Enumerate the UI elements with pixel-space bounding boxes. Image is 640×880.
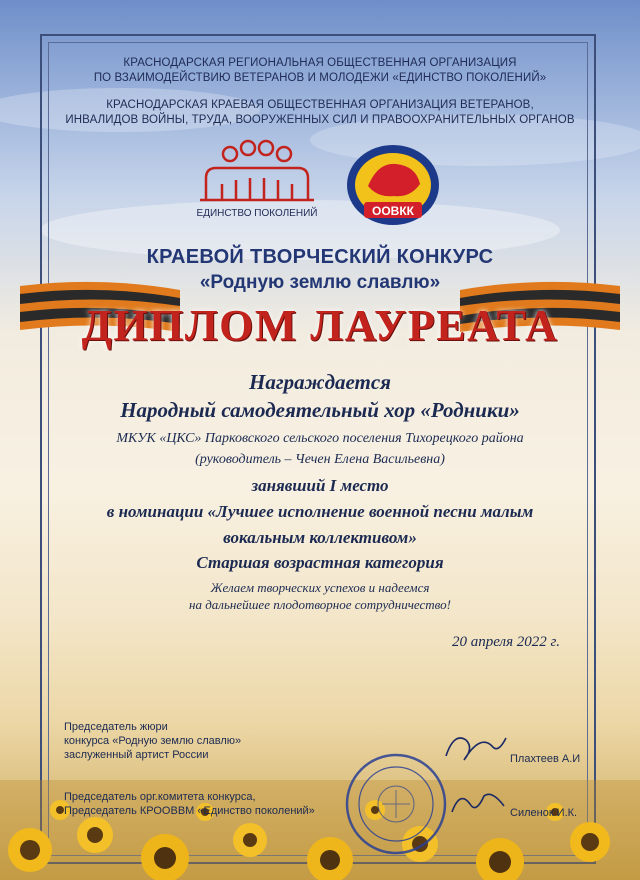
jury-name: Плахтеев А.И xyxy=(510,753,581,765)
recipient-name: Народный самодеятельный хор «Родники» xyxy=(120,398,520,422)
diploma-title: ДИПЛОМ ЛАУРЕАТА xyxy=(81,301,559,350)
people-group-icon xyxy=(192,138,322,208)
unity-logo-caption: ЕДИНСТВО ПОКОЛЕНИЙ xyxy=(196,208,318,219)
org-signature-block xyxy=(64,790,315,818)
handwritten-signature-2 xyxy=(448,786,508,820)
unity-generations-logo xyxy=(192,138,322,228)
leader-line: (руководитель – Чечен Елена Васильевна) xyxy=(195,452,445,467)
nomination-line-2: вокальным коллективом» xyxy=(223,528,417,547)
org-header-1 xyxy=(0,56,640,86)
round-stamp xyxy=(344,752,448,856)
jury-title-2: конкурса «Родную землю славлю» xyxy=(64,735,242,747)
org-chair-title-1: Председатель орг.комитета конкурса, xyxy=(64,791,256,803)
jury-signature-block xyxy=(64,720,241,762)
contest-title: КРАЕВОЙ ТВОРЧЕСКИЙ КОНКУРС xyxy=(146,246,494,268)
place-line: занявший I место xyxy=(251,476,389,495)
handwritten-signature-1 xyxy=(440,726,510,770)
awarded-label: Награждается xyxy=(248,370,392,394)
category-line: Старшая возрастная категория xyxy=(196,553,444,572)
wish-line-1: Желаем творческих успехов и надеемся xyxy=(210,580,430,595)
jury-title-1: Председатель жюри xyxy=(64,721,168,733)
org-line-4: ИНВАЛИДОВ ВОЙНЫ, ТРУДА, ВООРУЖЕННЫХ СИЛ И ПРАВООХРАНИТЕЛЬНЫХ ОРГАНОВ xyxy=(65,114,575,126)
org-header-2 xyxy=(0,98,640,128)
contest-subtitle: «Родную землю славлю» xyxy=(199,272,441,293)
jury-title-3: заслуженный артист России xyxy=(64,749,209,761)
org-line-1: КРАСНОДАРСКАЯ РЕГИОНАЛЬНАЯ ОБЩЕСТВЕННАЯ ОРГАНИЗАЦИЯ xyxy=(123,57,517,69)
org-line-3: КРАСНОДАРСКАЯ КРАЕВАЯ ОБЩЕСТВЕННАЯ ОРГАНИЗАЦИЯ ВЕТЕРАНОВ, xyxy=(106,99,534,111)
wish-line-2: на дальнейшее плодотворное сотрудничество! xyxy=(189,597,451,612)
oovkk-label: ООВКК xyxy=(372,204,414,218)
oovkk-emblem xyxy=(338,142,448,228)
nomination-line-1: в номинации «Лучшее исполнение военной песни малым xyxy=(106,502,534,521)
logos-row xyxy=(0,138,640,228)
org-line-2: ПО ВЗАИМОДЕЙСТВИЮ ВЕТЕРАНОВ И МОЛОДЕЖИ «ЕДИНСТВО ПОКОЛЕНИЙ» xyxy=(93,72,547,84)
org-chair-title-2: Председатель КРООВВМ «Единство поколений» xyxy=(64,805,315,817)
org-chair-name: Силенок И.К. xyxy=(510,807,578,819)
institution-line: МКУК «ЦКС» Парковского сельского поселения Тихорецкого района xyxy=(116,431,524,446)
award-date: 20 апреля 2022 г. xyxy=(452,634,560,650)
